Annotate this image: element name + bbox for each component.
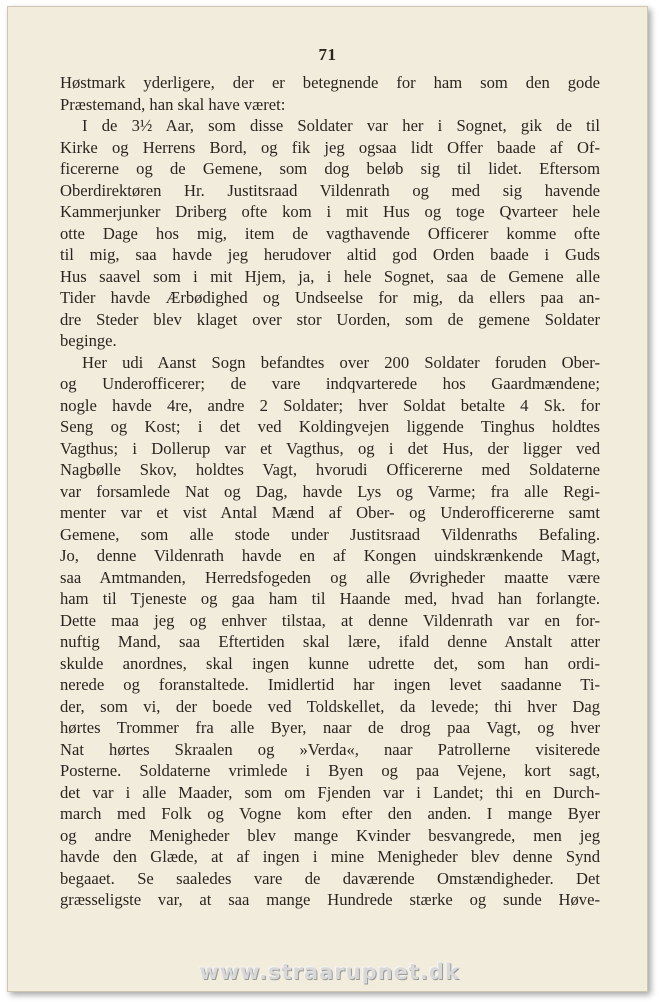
text-line: nuftig Mand, saa Eftertiden skal lære, ifald denne Anstalt atter xyxy=(60,632,600,651)
text-line: græsseligste var, at saa mange Hundrede stærke og sunde Høve- xyxy=(60,890,600,909)
watermark: www.straarupnet.dk xyxy=(199,960,460,984)
text-line: nerede og foranstaltede. Imidlertid har ingen levet saadanne Ti- xyxy=(60,675,600,694)
body-text xyxy=(60,72,600,911)
text-line: skulde anordnes, skal ingen kunne udrette det, som han ordi- xyxy=(60,653,600,673)
text-line: Seng og Kost; i det ved Koldingvejen liggende Tinghus holdtes xyxy=(60,417,600,436)
text-line: havde den Glæde, at af ingen i mine Menigheder blev denne Synd xyxy=(60,847,600,866)
text-line: Kirke og Herrens Bord, og fik jeg ogsaa lidt Offer baade af Of- xyxy=(60,137,600,157)
text-line: beginge. xyxy=(60,331,117,350)
text-line: Vagthus; i Dollerup var et Vagthus, og i det Hus, der ligger ved xyxy=(60,438,600,458)
page-number: 71 xyxy=(318,45,337,64)
text-line: Posterne. Soldaterne vrimlede i Byen og paa Vejene, kort sagt, xyxy=(60,761,600,780)
text-line: var forsamlede Nat og Dag, havde Lys og Varme; fra alle Regi- xyxy=(60,481,600,501)
text-line: Hus saavel som i mit Hjem, ja, i hele Sognet, saa de Gemene alle xyxy=(60,266,600,286)
text-line: Dette maa jeg og enhver tilstaa, at denne Vildenrath var en for- xyxy=(60,610,600,630)
text-line: Jo, denne Vildenrath havde en af Kongen uindskrænkende Magt, xyxy=(60,546,600,565)
text-line: menter var et vist Antal Mænd af Ober- og Underofficererne samt xyxy=(60,503,600,522)
book-page xyxy=(7,6,648,992)
text-line: Oberdirektøren Hr. Justitsraad Vildenrath og med sig havende xyxy=(60,180,600,200)
text-line: Høstmark yderligere, der er betegnende for ham som den gode xyxy=(60,73,600,92)
text-line: begaaet. Se saaledes vare de daværende Omstændigheder. Det xyxy=(60,868,600,888)
text-line: der, som vi, der boede ved Toldskellet, da levede; thi hver Dag xyxy=(60,696,600,716)
text-line: dre Steder blev klaget over stor Uorden, som de gemene Soldater xyxy=(60,309,600,329)
text-line: Nat hørtes Skraalen og »Verda«, naar Patrollerne visiterede xyxy=(60,739,600,759)
text-line: det var i alle Maader, som om Fjenden var i Landet; thi en Durch- xyxy=(60,782,600,802)
text-line: Kammerjunker Driberg ofte kom i mit Hus og toge Qvarteer hele xyxy=(60,202,600,221)
text-line: og andre Menigheder blev mange Kvinder besvangrede, men jeg xyxy=(60,825,600,845)
text-line: Tider havde Ærbødighed og Undseelse for mig, da ellers paa an- xyxy=(60,288,600,307)
text-line: otte Dage hos mig, item de vagthavende Officerer komme ofte xyxy=(60,223,600,243)
text-line: Gemene, som alle stode under Justitsraad Vildenraths Befaling. xyxy=(60,524,600,544)
text-line: saa Amtmanden, Herredsfogeden og alle Øvrigheder maatte være xyxy=(60,567,600,587)
text-line: Her udi Aanst Sogn befandtes over 200 Soldater foruden Ober- xyxy=(82,352,600,372)
text-line: til mig, saa havde jeg herudover altid god Orden baade i Guds xyxy=(60,245,600,264)
text-line: ficererne og de Gemene, som dog beløb sig til lidet. Eftersom xyxy=(60,159,600,178)
text-line: hørtes Trommer fra alle Byer, naar de drog paa Vagt, og hver xyxy=(60,718,600,737)
text-line: og Underofficerer; de vare indqvarterede hos Gaardmændene; xyxy=(60,374,600,393)
text-line: nogle havde 4re, andre 2 Soldater; hver Soldat betalte 4 Sk. for xyxy=(60,395,600,415)
text-line: Nagbølle Skov, holdtes Vagt, hvorudi Officererne med Soldaterne xyxy=(60,460,600,479)
text-line: I de 3½ Aar, som disse Soldater var her i Sognet, gik de til xyxy=(82,116,600,135)
text-line: Præstemand, han skal have været: xyxy=(60,94,286,114)
text-line: march med Folk og Vogne kom efter den anden. I mange Byer xyxy=(60,804,600,823)
text-line: ham til Tjeneste og gaa ham til Haande med, hvad han forlangte. xyxy=(60,589,600,608)
